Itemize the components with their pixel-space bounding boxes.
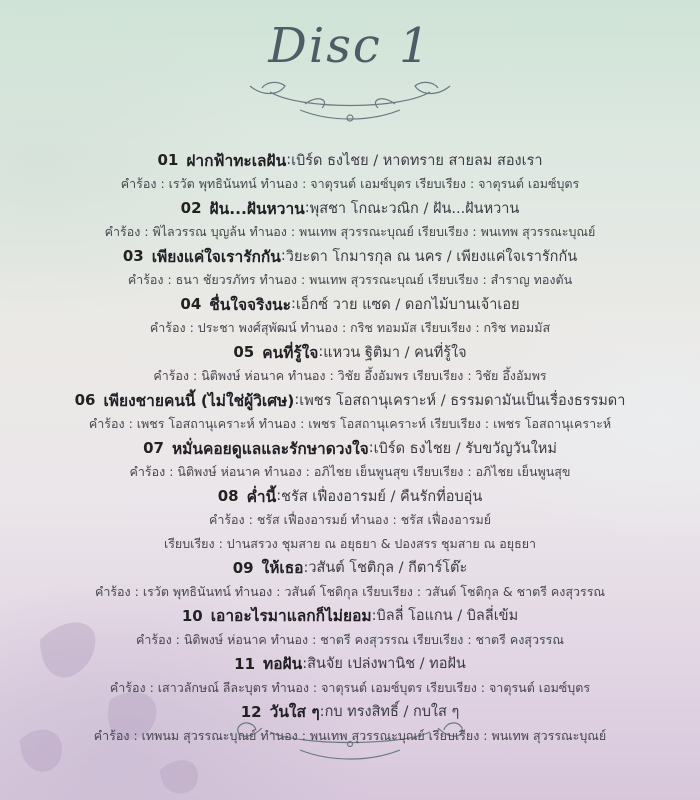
track-heading [0,244,700,269]
track-credits: คำร้อง : ประชา พงศ์สุพัฒน์ ทำนอง : กริช ทอมมัส เรียบเรียง : กริช ทอมมัส [149,320,551,336]
track-list [0,148,700,748]
song-title: คนที่รู้ใจ [262,343,319,362]
artist-album: พุสชา โกณะวณิก / ฝัน...ฝันหวาน [309,200,520,217]
track-number: 06 [74,391,96,410]
track-number: 12 [240,702,262,721]
separator: : [318,344,324,361]
track-heading [0,196,700,221]
artist-album: เบิร์ด ธงไชย / รับขวัญวันใหม่ [373,440,557,457]
artist-album: เพชร โอสถานุเคราะห์ / ธรรมดามันเป็นเรื่องธรรมดา [299,392,626,409]
separator: : [276,488,282,505]
track-credits: คำร้อง : ธนา ชัยวรภัทร ทำนอง : พนเทพ สุวรรณะบุณย์ เรียบเรียง : สำราญ ทองตัน [127,272,573,288]
disc-title: Disc 1 [268,18,432,74]
track-number: 02 [180,199,202,218]
track-credits: คำร้อง : เทพนม สุวรรณะบุณย์ ทำนอง : พนเทพ สุวรรณะบุณย์ เรียบเรียง : พนเทพ สุวรรณะบุณย์ [93,727,607,743]
track-number: 05 [233,343,255,362]
track-number: 11 [234,654,256,673]
track-heading [0,604,700,629]
separator: : [286,152,292,169]
track-heading [0,556,700,581]
track-credits: คำร้อง : เรวัต พุทธินันทน์ ทำนอง : จาตุรนต์ เอมซ์บุตร เรียบเรียง : จาตุรนต์ เอมซ์บุตร [120,176,580,192]
track-credits: คำร้อง : พิไลวรรณ บุญล้น ทำนอง : พนเทพ สุวรรณะบุณย์ เรียบเรียง : พนเทพ สุวรรณะบุณย์ [104,224,596,240]
song-title: ให้เธอ [261,559,304,578]
artist-album: เบิร์ด ธงไชย / หาดทราย สายลม สองเรา [291,152,543,169]
separator: : [280,248,286,265]
song-title: เพียงแค่ใจเรารักกัน [151,247,281,266]
artist-album: วิยะดา โกมารกุล ณ นคร / เพียงแค่ใจเรารักกัน [285,248,578,265]
track-number: 09 [232,558,254,577]
track-heading [0,436,700,461]
track-heading [0,652,700,677]
separator: : [302,655,308,672]
song-title: ฝากฟ้าทะเลฝัน [186,151,287,170]
track-heading [0,700,700,725]
artist-album: เอ็กซ์ วาย แซด / ดอกไม้บานเจ้าเอย [295,296,520,313]
artist-album: ชรัส เฟื่องอารมย์ / คืนรักที่อบอุ่น [281,488,483,505]
track-number: 03 [122,247,144,266]
artist-album: บิลลี่ โอแกน / บิลลี่เข้ม [376,608,519,625]
separator: : [290,296,296,313]
artist-album: กบ ทรงสิทธิ์ / กบใส ๆ [324,704,460,721]
artist-album: แหวน ฐิติมา / คนที่รู้ใจ [323,344,467,361]
song-title: หมั่นคอยดูแลและรักษาดวงใจ [171,439,369,458]
separator: : [319,703,325,720]
track-number: 04 [180,295,202,314]
song-title: ชื่นใจจริงนะ [209,295,291,314]
track-credits-arranger: เรียบเรียง : ปานสรวง ชุมสาย ณ อยุธยา & ปองสรร ชุมสาย ณ อยุธยา [163,535,537,551]
track-credits: คำร้อง : นิติพงษ์ ห่อนาค ทำนอง : ชาตรี คงสุวรรณ เรียบเรียง : ชาตรี คงสุวรรณ [136,631,564,647]
track-credits: คำร้อง : เพชร โอสถานุเคราะห์ ทำนอง : เพชร โอสถานุเคราะห์ เรียบเรียง : เพชร โอสถานุเคราะห์ [88,416,612,432]
artist-album: สินจัย เปล่งพานิช / ทอฝัน [307,656,466,673]
track-heading [0,148,700,173]
title-ornament [250,82,450,121]
song-title: วันใส ๆ [269,703,320,722]
track-heading [0,484,700,509]
separator: : [294,392,300,409]
track-credits: คำร้อง : เสาวลักษณ์ ลีละบุตร ทำนอง : จาตุรนต์ เอมซ์บุตร เรียบเรียง : จาตุรนต์ เอมซ์บุตร [109,679,591,695]
separator: : [303,559,309,576]
track-number: 10 [181,606,203,625]
track-number: 01 [157,151,179,170]
song-title: ทอฝัน [263,655,303,674]
track-heading [0,292,700,317]
track-heading [0,388,700,413]
track-credits: คำร้อง : ชรัส เฟื่องอารมย์ ทำนอง : ชรัส เฟื่องอารมย์ [208,512,492,528]
track-number: 07 [143,439,164,458]
separator: : [368,440,374,457]
song-title: เพียงชายคนนี้ (ไม่ใช่ผู้วิเศษ) [103,391,295,410]
track-heading [0,340,700,365]
artist-album: วสันต์ โชติกุล / กีตาร์โต๊ะ [308,560,468,577]
song-title: เอาอะไรมาแลกก็ไม่ยอม [210,607,372,626]
track-credits: คำร้อง : นิติพงษ์ ห่อนาค ทำนอง : อภิไชย เย็นพูนสุข เรียบเรียง : อภิไชย เย็นพูนสุข [129,464,571,480]
track-credits: คำร้อง : นิติพงษ์ ห่อนาค ทำนอง : วิชัย อึ้งอัมพร เรียบเรียง : วิชัย อึ้งอัมพร [153,368,547,384]
track-number: 08 [217,487,239,506]
song-title: ฝัน...ฝันหวาน [209,199,305,218]
separator: : [371,607,377,624]
song-title: ค่ำนี้ [246,487,277,506]
track-credits: คำร้อง : เรวัต พุทธินันทน์ ทำนอง : วสันต์ โชติกุล เรียบเรียง : วสันต์ โชติกุล & ชาตรี คงสุวรรณ [94,583,606,599]
separator: : [304,200,310,217]
